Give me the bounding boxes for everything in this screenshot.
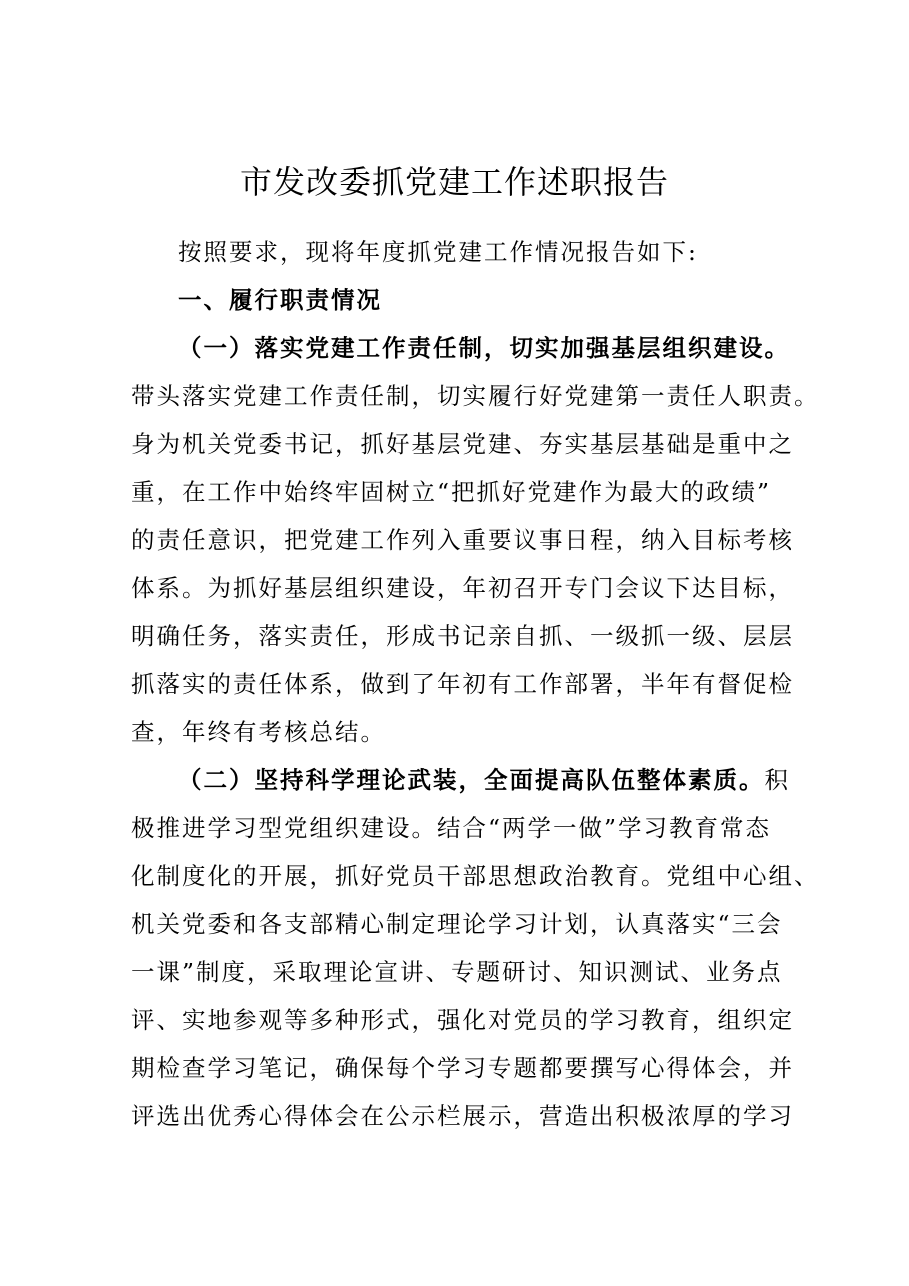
paragraph-line: 体系。为抓好基层组织建设，年初召开专门会议下达目标， [131,574,794,602]
paragraph-start: 积 [764,766,790,794]
paragraph-line: 的责任意识，把党建工作列入重要议事日程，纳入目标考核 [131,526,794,554]
subsection-heading-2-line [178,764,790,796]
intro-paragraph: 按照要求，现将年度抓党建工作情况报告如下: [178,238,698,266]
paragraph-line: 期检查学习笔记，确保每个学习专题都要撰写心得体会，并 [131,1054,794,1082]
paragraph-line: 机关党委和各支部精心制定理论学习计划，认真落实“三会 [131,910,783,938]
paragraph-line: 身为机关党委书记，抓好基层党建、夯实基层基础是重中之 [131,430,794,458]
paragraph-line: 一课”制度，采取理论宣讲、专题研讨、知识测试、业务点 [131,958,783,986]
subsection-heading-1: （一）落实党建工作责任制，切实加强基层组织建设。 [178,334,790,362]
paragraph-line: 重，在工作中始终牢固树立“把抓好党建作为最大的政绩” [131,478,772,506]
paragraph-line: 化制度化的开展，抓好党员干部思想政治教育。党组中心组、 [131,862,820,890]
paragraph-line: 极推进学习型党组织建设。结合“两学一做”学习教育常态 [131,814,772,842]
paragraph-line: 评选出优秀心得体会在公示栏展示，营造出积极浓厚的学习 [131,1102,794,1130]
document-title: 市发改委抓党建工作述职报告 [239,163,669,201]
paragraph-line: 查，年终有考核总结。 [131,718,386,746]
section-heading: 一、履行职责情况 [178,286,382,314]
subsection-heading-2: （二）坚持科学理论武装，全面提高队伍整体素质。 [178,766,765,794]
paragraph-line: 带头落实党建工作责任制，切实履行好党建第一责任人职责。 [131,382,820,410]
paragraph-line: 明确任务，落实责任，形成书记亲自抓、一级抓一级、层层 [131,622,794,650]
paragraph-line: 抓落实的责任体系，做到了年初有工作部署，半年有督促检 [131,670,794,698]
paragraph-line: 评、实地参观等多种形式，强化对党员的学习教育，组织定 [131,1006,794,1034]
